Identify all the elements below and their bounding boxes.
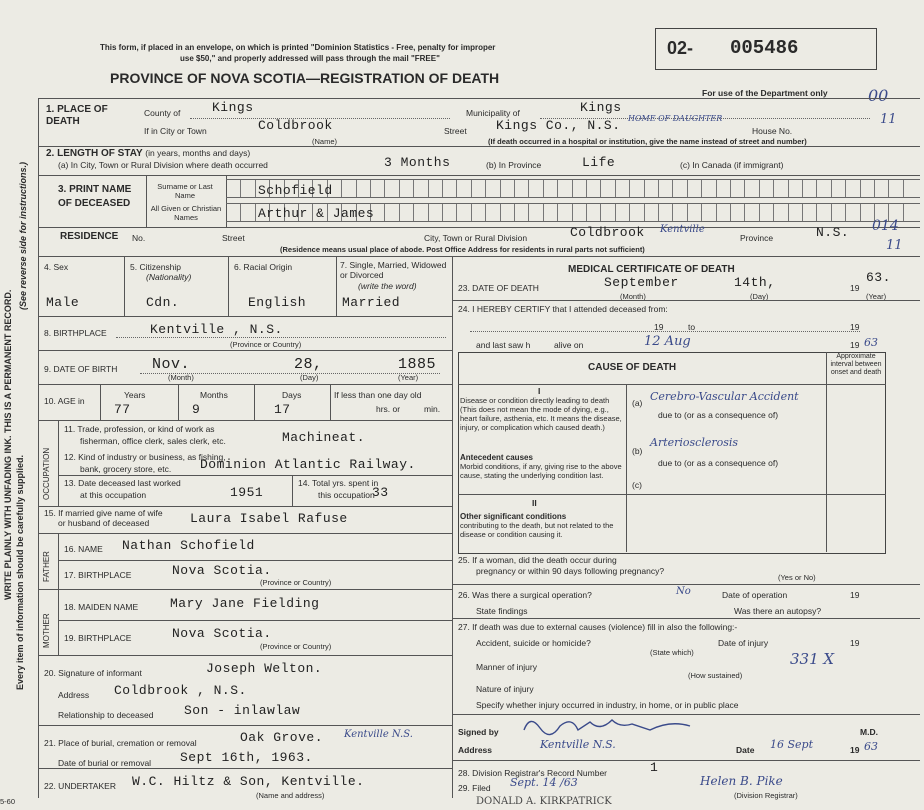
residence-city-hand: Kentville bbox=[660, 224, 705, 235]
certify-label: 24. I HEREBY CERTIFY that I attended deceased from: bbox=[458, 304, 668, 314]
mother-birthplace-value: Nova Scotia. bbox=[172, 626, 272, 641]
name-grid-cell bbox=[485, 204, 486, 221]
name-grid-cell bbox=[399, 180, 400, 197]
days-value: 17 bbox=[274, 402, 291, 417]
name-grid-cell bbox=[788, 204, 789, 221]
place-of-death-label: 1. PLACE OF DEATH bbox=[46, 104, 108, 127]
name-grid-cell bbox=[586, 204, 587, 221]
dept-code: 00 bbox=[868, 86, 889, 105]
name-grid-cell bbox=[730, 180, 731, 197]
residence-province: N.S. bbox=[816, 225, 850, 240]
name-grid-cell bbox=[543, 204, 544, 221]
father-name-value: Nathan Schofield bbox=[122, 538, 255, 553]
q26-hand: No bbox=[676, 586, 691, 597]
months-label: Months bbox=[200, 390, 228, 400]
q25-label-2: pregnancy or within 90 days following pregnancy? bbox=[476, 566, 665, 576]
antecedent-label: Antecedent causes bbox=[460, 453, 533, 462]
dod-label: 23. DATE OF DEATH bbox=[458, 283, 539, 293]
manner-label: Manner of injury bbox=[476, 662, 537, 672]
name-grid-cell bbox=[255, 204, 256, 221]
print-name-label: 3. PRINT NAME OF DECEASED bbox=[58, 184, 132, 209]
last-saw-hand: 12 Aug bbox=[644, 334, 691, 349]
dod-day-caption: (Day) bbox=[750, 292, 769, 301]
dob-year-caption: (Year) bbox=[398, 373, 419, 382]
house-label: House No. bbox=[752, 126, 793, 136]
years-label: Years bbox=[124, 390, 146, 400]
cause-c-label: (c) bbox=[632, 480, 642, 490]
name-grid-cell bbox=[716, 204, 717, 221]
age-label: 10. AGE in bbox=[44, 396, 85, 406]
registrar-caption: (Division Registrar) bbox=[734, 791, 798, 800]
industry-label-1: 12. Kind of industry or business, as fishing, bbox=[64, 452, 226, 462]
sex-value: Male bbox=[46, 295, 80, 310]
name-grid-cell bbox=[874, 180, 875, 197]
name-grid-cell bbox=[730, 204, 731, 221]
md-label: M.D. bbox=[860, 727, 878, 737]
reg-prefix: 02- bbox=[667, 38, 694, 58]
informant-address-value: Coldbrook , N.S. bbox=[114, 683, 247, 698]
dod-day: 14th, bbox=[734, 275, 776, 290]
cause-title: CAUSE OF DEATH bbox=[588, 362, 677, 373]
name-grid-cell bbox=[644, 180, 645, 197]
racial-origin-value: English bbox=[248, 295, 307, 310]
name-caption: (Name) bbox=[312, 137, 338, 146]
name-grid-cell bbox=[759, 180, 760, 197]
permanent-record-notice: WRITE PLAINLY WITH UNFADING INK. THIS IS A PERMANENT RECORD. bbox=[3, 289, 13, 600]
racial-origin-label: 6. Racial Origin bbox=[234, 262, 293, 272]
dob-day-caption: (Day) bbox=[300, 373, 319, 382]
residence-no-label: No. bbox=[132, 233, 146, 243]
name-grid-cell bbox=[586, 180, 587, 197]
name-grid-cell bbox=[384, 180, 385, 197]
name-grid-cell bbox=[802, 204, 803, 221]
state-which-caption: (State which) bbox=[650, 648, 694, 657]
cause-b-label: (b) bbox=[632, 446, 643, 456]
informant-sig-label: 20. Signature of informant bbox=[44, 668, 142, 678]
mother-name-label: 18. MAIDEN NAME bbox=[64, 602, 139, 612]
informant-rel-value: Son - inlawlaw bbox=[184, 703, 301, 718]
cause-b-hand: Arteriosclerosis bbox=[650, 436, 739, 449]
residence-note: (Residence means usual place of abode. Post Office Address for residents in rural parts not sufficient) bbox=[280, 245, 645, 254]
other-label: Other significant conditions bbox=[460, 512, 567, 521]
physician-signature bbox=[520, 712, 720, 740]
mail-notice-2: use $50," and properly addressed will pass through the mail "FREE" bbox=[180, 54, 440, 63]
disease-label: Disease or condition directly leading to death (This does not mean the mode of dying, e.g., heart failure, asthenia, etc. It means the disease, injury, or complication which caused death.) bbox=[460, 396, 622, 432]
municipality-value: Kings bbox=[580, 100, 622, 115]
hospital-note: (If death occurred in a hospital or institution, give the name instead of street and number) bbox=[488, 137, 807, 146]
name-grid-cell bbox=[773, 204, 774, 221]
name-grid-cell bbox=[759, 204, 760, 221]
street-hand-note: HOME OF DAUGHTER bbox=[628, 114, 723, 123]
stay-a-value: 3 Months bbox=[384, 155, 451, 170]
due-b-label: due to (or as a consequence of) bbox=[658, 458, 779, 468]
undertaker-caption: (Name and address) bbox=[256, 791, 325, 800]
father-side-label: FATHER bbox=[42, 551, 51, 582]
name-grid-cell bbox=[528, 180, 529, 197]
birthplace-value: Kentville , N.S. bbox=[150, 322, 283, 337]
due-a-label: due to (or as a consequence of) bbox=[658, 410, 779, 420]
alive-on-label: alive on bbox=[554, 340, 584, 350]
q29-hand: Sept. 14 /63 bbox=[510, 776, 578, 789]
burial-date-value: Sept 16th, 1963. bbox=[180, 750, 313, 765]
yes-no-caption: (Yes or No) bbox=[778, 573, 816, 582]
manner-mark: 331 X bbox=[790, 650, 835, 668]
residence-city-typed: Coldbrook bbox=[570, 225, 645, 240]
place-margin-mark: 11 bbox=[880, 112, 897, 127]
cause-a-label: (a) bbox=[632, 398, 643, 408]
spouse-label-2: or husband of deceased bbox=[58, 518, 150, 528]
citizenship-label: 5. Citizenship bbox=[130, 262, 182, 272]
mail-notice-1: This form, if placed in an envelope, on which is printed "Dominion Statistics - Free, penalty for improper bbox=[100, 43, 496, 52]
residence-province-label: Province bbox=[740, 233, 774, 243]
burial-place-value: Oak Grove. bbox=[240, 730, 324, 745]
md-date-hand: 16 Sept bbox=[770, 738, 814, 751]
street-value: Kings Co., N.S. bbox=[496, 118, 621, 133]
name-grid-cell bbox=[802, 180, 803, 197]
surname-label: Surname or Last Name bbox=[157, 182, 213, 200]
q27-label: 27. If death was due to external causes (violence) fill in also the following:- bbox=[458, 622, 738, 632]
undertaker-label: 22. UNDERTAKER bbox=[44, 781, 116, 791]
name-grid-cell bbox=[500, 204, 501, 221]
citizenship-value: Cdn. bbox=[146, 295, 180, 310]
name-grid-cell bbox=[600, 180, 601, 197]
interval-label: Approximate interval between onset and death bbox=[830, 353, 882, 376]
name-grid-cell bbox=[514, 204, 515, 221]
name-grid-cell bbox=[644, 204, 645, 221]
name-grid-cell bbox=[744, 204, 745, 221]
footer-name: DONALD A. KIRKPATRICK bbox=[476, 796, 612, 807]
residence-margin-mark-2: 11 bbox=[886, 238, 903, 253]
name-grid-cell bbox=[456, 204, 457, 221]
name-grid-cell bbox=[903, 180, 904, 197]
spouse-value: Laura Isabel Rafuse bbox=[190, 511, 348, 526]
street-label: Street bbox=[444, 126, 467, 136]
marital-value: Married bbox=[342, 295, 401, 310]
name-grid-cell bbox=[860, 204, 861, 221]
dob-month-caption: (Month) bbox=[168, 373, 194, 382]
mother-name-value: Mary Jane Fielding bbox=[170, 596, 320, 611]
stay-b-value: Life bbox=[582, 155, 616, 170]
industry-label-2: bank, grocery store, etc. bbox=[80, 464, 172, 474]
burial-place-hand: Kentville N.S. bbox=[344, 729, 413, 740]
md-address-label: Address bbox=[458, 745, 493, 755]
md-year: 63 bbox=[864, 740, 878, 753]
roman-two: II bbox=[532, 498, 537, 508]
name-grid-cell bbox=[658, 180, 659, 197]
dob-day: 28, bbox=[294, 356, 323, 373]
name-grid-cell bbox=[485, 180, 486, 197]
name-grid-cell bbox=[701, 204, 702, 221]
cause-a-hand: Cerebro-Vascular Accident bbox=[650, 390, 799, 403]
name-grid-cell bbox=[701, 180, 702, 197]
days-label: Days bbox=[282, 390, 302, 400]
name-grid-cell bbox=[442, 180, 443, 197]
mother-birthplace-caption: (Province or Country) bbox=[260, 642, 332, 651]
total-yrs-value: 33 bbox=[372, 485, 389, 500]
signed-by-label: Signed by bbox=[458, 727, 499, 737]
name-grid-cell bbox=[845, 204, 846, 221]
reg-number: 005486 bbox=[730, 37, 799, 59]
accident-label: Accident, suicide or homicide? bbox=[476, 638, 591, 648]
name-grid-cell bbox=[658, 204, 659, 221]
name-grid-cell bbox=[240, 204, 241, 221]
q26-label: 26. Was there a surgical operation? bbox=[458, 590, 592, 600]
name-grid-cell bbox=[255, 180, 256, 197]
undertaker-value: W.C. Hiltz & Son, Kentville. bbox=[132, 774, 365, 789]
length-of-stay-label: 2. LENGTH OF STAY (in years, months and days) bbox=[46, 148, 251, 159]
burial-date-label: Date of burial or removal bbox=[58, 758, 152, 768]
dod-year-prefix: 19 bbox=[850, 283, 860, 293]
lastworked-label-1: 13. Date deceased last worked bbox=[64, 478, 181, 488]
dod-month: September bbox=[604, 275, 679, 290]
name-grid-cell bbox=[860, 180, 861, 197]
dob-label: 9. DATE OF BIRTH bbox=[44, 364, 118, 374]
name-grid-cell bbox=[744, 180, 745, 197]
father-birthplace-caption: (Province or Country) bbox=[260, 578, 332, 587]
q28-label: 28. Division Registrar's Record Number bbox=[458, 768, 608, 778]
last-saw-year: 63 bbox=[864, 336, 878, 349]
name-grid-cell bbox=[384, 204, 385, 221]
how-sustained-caption: (How sustained) bbox=[688, 671, 743, 680]
autopsy-label: Was there an autopsy? bbox=[734, 606, 822, 616]
last-saw-year-prefix: 19 bbox=[850, 340, 860, 350]
name-grid-cell bbox=[788, 180, 789, 197]
stay-c-label: (c) In Canada (if immigrant) bbox=[680, 160, 784, 170]
residence-city-label: City, Town or Rural Division bbox=[424, 233, 528, 243]
min-label: min. bbox=[424, 404, 441, 414]
roman-one: I bbox=[538, 386, 541, 396]
mother-birthplace-label: 19. BIRTHPLACE bbox=[64, 633, 132, 643]
stay-b-label: (b) In Province bbox=[486, 160, 542, 170]
name-grid-cell bbox=[557, 204, 558, 221]
name-grid-cell bbox=[888, 180, 889, 197]
attended-from-year: 19 bbox=[654, 322, 664, 332]
name-grid-cell bbox=[240, 180, 241, 197]
name-grid-cell bbox=[428, 204, 429, 221]
father-birthplace-label: 17. BIRTHPLACE bbox=[64, 570, 132, 580]
name-grid-cell bbox=[528, 204, 529, 221]
hrs-label: hrs. or bbox=[376, 404, 401, 414]
form-title: PROVINCE OF NOVA SCOTIA—REGISTRATION OF DEATH bbox=[110, 70, 500, 86]
industry-value: Dominion Atlantic Railway. bbox=[200, 457, 416, 472]
name-grid-cell bbox=[471, 204, 472, 221]
name-grid-cell bbox=[341, 180, 342, 197]
citizenship-sub: (Nationality) bbox=[146, 272, 192, 282]
other-sub: contributing to the death, but not related to the disease or condition causing it. bbox=[460, 521, 614, 539]
name-grid-cell bbox=[672, 204, 673, 221]
residence-label: RESIDENCE bbox=[60, 231, 119, 242]
total-yrs-label-1: 14. Total yrs. spent in bbox=[298, 478, 379, 488]
injury-date-label: Date of injury bbox=[718, 638, 769, 648]
name-grid-cell bbox=[629, 180, 630, 197]
injury-date-year-prefix: 19 bbox=[850, 638, 860, 648]
attended-to-label: to bbox=[688, 322, 696, 332]
trade-value: Machineat. bbox=[282, 430, 366, 445]
county-value: Kings bbox=[212, 100, 254, 115]
name-grid-cell bbox=[543, 180, 544, 197]
md-year-prefix: 19 bbox=[850, 745, 860, 755]
sex-label: 4. Sex bbox=[44, 262, 69, 272]
city-value: Coldbrook bbox=[258, 118, 333, 133]
months-value: 9 bbox=[192, 402, 201, 417]
name-grid-cell bbox=[816, 180, 817, 197]
name-grid-cell bbox=[716, 180, 717, 197]
marital-sub: (write the word) bbox=[358, 281, 417, 291]
name-grid-cell bbox=[687, 204, 688, 221]
q29-label: 29. Filed bbox=[458, 783, 491, 793]
name-grid-cell bbox=[456, 180, 457, 197]
name-grid-cell bbox=[399, 204, 400, 221]
q28-value: 1 bbox=[650, 760, 659, 775]
md-date-label: Date bbox=[736, 745, 755, 755]
trade-label-1: 11. Trade, profession, or kind of work as bbox=[64, 424, 215, 434]
informant-address-label: Address bbox=[58, 690, 90, 700]
mother-side-label: MOTHER bbox=[42, 613, 51, 648]
marital-label: 7. Single, Married, Widowed or Divorced bbox=[340, 260, 447, 280]
municipality-label: Municipality of bbox=[466, 108, 520, 118]
city-label: If in City or Town bbox=[144, 126, 207, 136]
dept-use-label: For use of the Department only bbox=[702, 88, 828, 98]
name-grid-cell bbox=[442, 204, 443, 221]
medical-cert-title: MEDICAL CERTIFICATE OF DEATH bbox=[568, 264, 735, 275]
name-grid-cell bbox=[831, 204, 832, 221]
occupation-side-label: OCCUPATION bbox=[42, 447, 51, 500]
name-grid-cell bbox=[831, 180, 832, 197]
state-findings-label: State findings bbox=[476, 606, 528, 616]
op-date-year-prefix: 19 bbox=[850, 590, 860, 600]
stay-a-label: (a) In City, Town or Rural Division where death occurred bbox=[58, 160, 268, 170]
name-grid-cell bbox=[615, 204, 616, 221]
md-address-hand: Kentville N.S. bbox=[540, 738, 616, 751]
years-value: 77 bbox=[114, 402, 131, 417]
name-grid-cell bbox=[816, 204, 817, 221]
name-grid-cell bbox=[471, 180, 472, 197]
q25-label-1: 25. If a woman, did the death occur during bbox=[458, 555, 617, 565]
name-grid-cell bbox=[615, 180, 616, 197]
nature-label: Nature of injury bbox=[476, 684, 534, 694]
dod-year: 63. bbox=[866, 270, 891, 285]
residence-margin-mark: 014 bbox=[872, 218, 899, 234]
lastworked-value: 1951 bbox=[230, 485, 264, 500]
given-label: All Given or Christian Names bbox=[150, 204, 222, 222]
total-yrs-label-2: this occupation bbox=[318, 490, 375, 500]
name-grid-cell bbox=[629, 204, 630, 221]
dob-year: 1885 bbox=[398, 356, 437, 373]
trade-label-2: fisherman, office clerk, sales clerk, etc. bbox=[80, 436, 226, 446]
father-birthplace-value: Nova Scotia. bbox=[172, 563, 272, 578]
attended-to-year: 19 bbox=[850, 322, 860, 332]
name-grid-cell bbox=[413, 204, 414, 221]
spouse-label-1: 15. If married give name of wife bbox=[44, 508, 163, 518]
name-grid-cell bbox=[687, 180, 688, 197]
name-grid-cell bbox=[903, 204, 904, 221]
specify-label: Specify whether injury occurred in industry, in home, or in public place bbox=[476, 700, 739, 710]
less-day-label: If less than one day old bbox=[334, 390, 422, 400]
name-grid-cell bbox=[370, 180, 371, 197]
last-saw-label: and last saw h bbox=[476, 340, 531, 350]
dod-month-caption: (Month) bbox=[620, 292, 646, 301]
name-grid-cell bbox=[514, 180, 515, 197]
burial-place-label: 21. Place of burial, cremation or removal bbox=[44, 738, 197, 748]
name-grid-cell bbox=[600, 204, 601, 221]
father-name-label: 16. NAME bbox=[64, 544, 103, 554]
registrar-signature: Helen B. Pike bbox=[700, 774, 783, 788]
name-grid-cell bbox=[557, 180, 558, 197]
op-date-label: Date of operation bbox=[722, 590, 788, 600]
name-grid-cell bbox=[572, 204, 573, 221]
name-grid-cell bbox=[845, 180, 846, 197]
name-grid-cell bbox=[413, 180, 414, 197]
birthplace-label: 8. BIRTHPLACE bbox=[44, 328, 107, 338]
antecedent-sub: Morbid conditions, if any, giving rise to the above cause, stating the underlying condition last. bbox=[460, 462, 622, 480]
dob-month: Nov. bbox=[152, 356, 191, 373]
name-grid-cell bbox=[428, 180, 429, 197]
given-value: Arthur & James bbox=[258, 206, 375, 221]
name-grid-cell bbox=[672, 180, 673, 197]
name-grid-cell bbox=[773, 180, 774, 197]
careful-supply-notice: Every item of information should be carefully supplied. bbox=[15, 454, 25, 690]
name-grid-cell bbox=[572, 180, 573, 197]
name-grid-cell bbox=[356, 180, 357, 197]
informant-rel-label: Relationship to deceased bbox=[58, 710, 154, 720]
name-grid-cell bbox=[500, 180, 501, 197]
residence-street-label: Street bbox=[222, 233, 245, 243]
form-code: 5-60 bbox=[0, 797, 16, 806]
dod-year-caption: (Year) bbox=[866, 292, 887, 301]
birthplace-caption: (Province or Country) bbox=[230, 340, 302, 349]
lastworked-label-2: at this occupation bbox=[80, 490, 147, 500]
surname-value: Schofield bbox=[258, 183, 333, 198]
informant-sig-value: Joseph Welton. bbox=[206, 661, 323, 676]
instructions-notice: (See reverse side for instructions.) bbox=[18, 161, 28, 310]
county-label: County of bbox=[144, 108, 181, 118]
